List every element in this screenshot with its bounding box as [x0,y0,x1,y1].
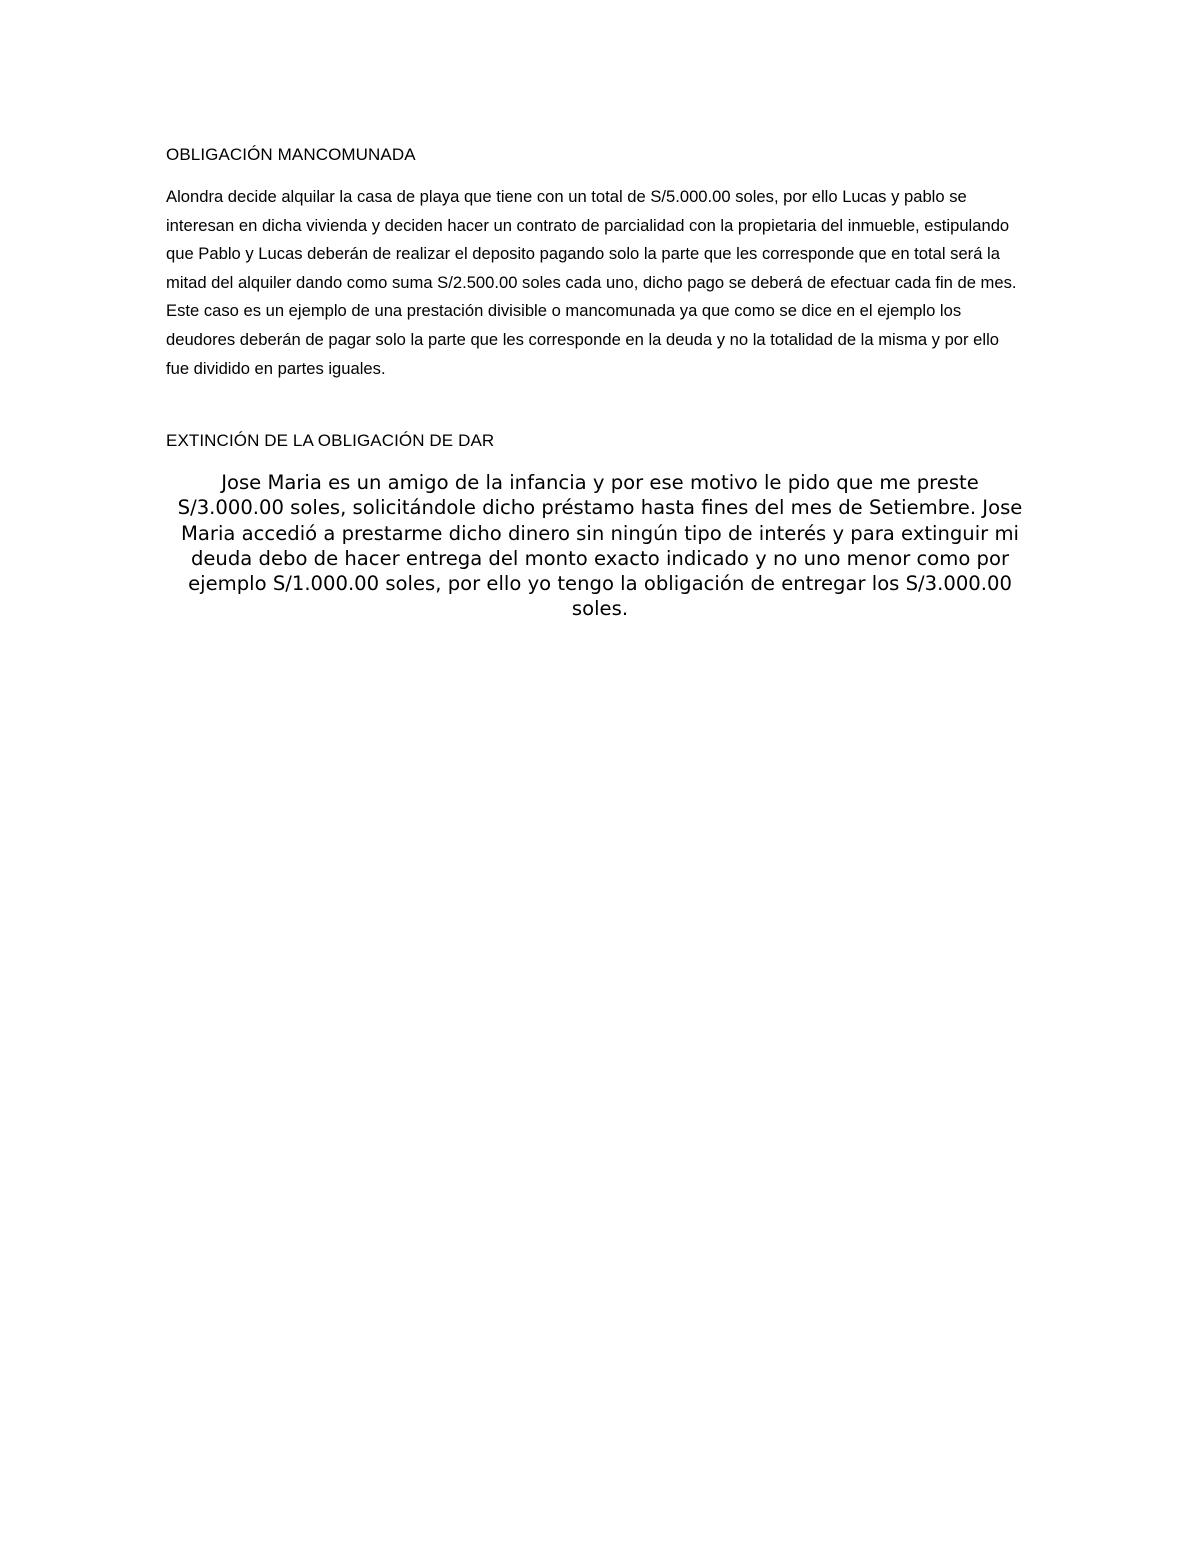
section-paragraph-extincion: Jose Maria es un amigo de la infancia y por ese motivo le pido que me preste S/3.000.00 soles, solicitándole dicho préstamo hasta fines del mes de Setiembre. Jose Maria accedió a prestarme dicho dinero sin ningún tipo de interés y para extinguir mi deuda debo de hacer entrega del monto exacto indicado y no uno menor como por ejemplo S/1.000.00 soles, por ello yo tengo la obligación de entregar los S/3.000.00 soles. [177,471,1023,621]
section-heading-extincion-obligacion: EXTINCIÓN DE LA OBLIGACIÓN DE DAR [166,431,495,450]
section-paragraph-mancomunada: Alondra decide alquilar la casa de playa que tiene con un total de S/5.000.00 soles, por ello Lucas y pablo se interesan en dicha vivienda y deciden hacer un contrato de parcialidad con la propietaria del inmueble, estipulando que Pablo y Lucas deberán de realizar el deposito pagando solo la parte que les corresponde que en total será la mitad del alquiler dando como suma S/2.500.00 soles cada uno, dicho pago se deberá de efectuar cada fin de mes. Este caso es un ejemplo de una prestación divisible o mancomunada ya que como se dice en el ejemplo los deudores deberán de pagar solo la parte que les corresponde en la deuda y no la totalidad de la misma y por ello fue dividido en partes iguales. [166,187,1017,378]
section-heading-obligacion-mancomunada: OBLIGACIÓN MANCOMUNADA [166,145,416,164]
